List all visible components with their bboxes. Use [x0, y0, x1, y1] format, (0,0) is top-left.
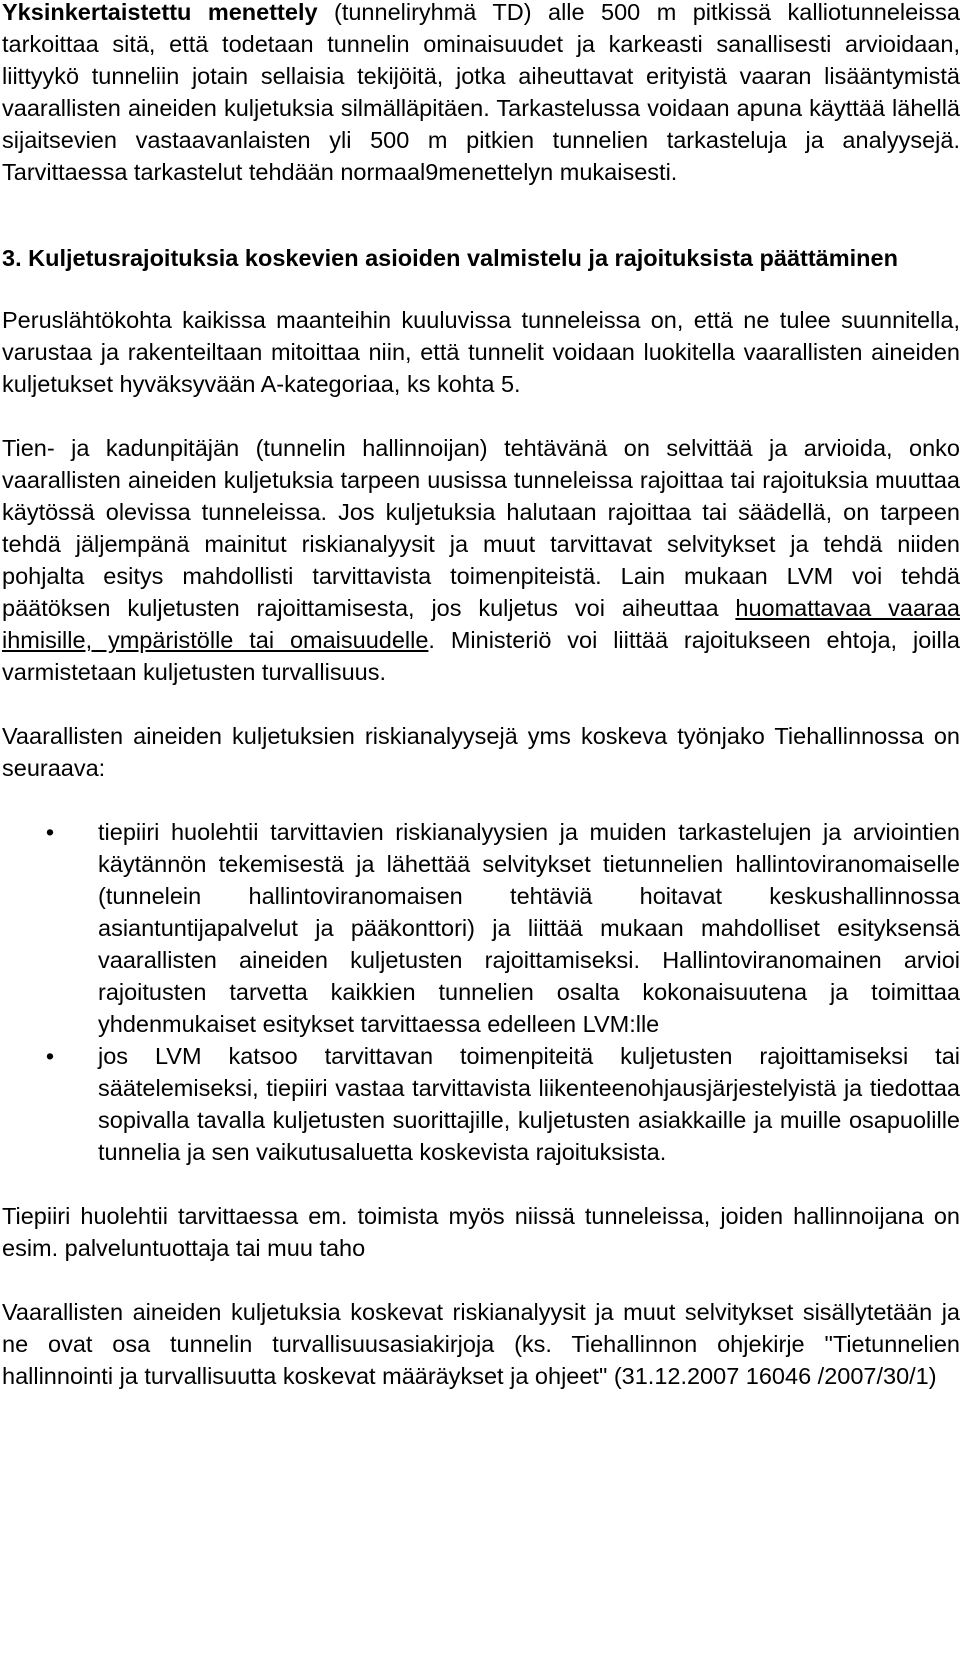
spacer: [2, 1264, 960, 1296]
list-item-text: tiepiiri huolehtii tarvittavien riskianalyysien ja muiden tarkastelujen ja arviointien käytännön tekemisestä ja lähettää selvitykset tietunnelien hallintoviranomaiselle (tunnelein hallintoviranomaisen tehtäviä hoitavat keskushallinnossa asiantuntijapalvelut ja pääkonttori) ja liittää mukaan mahdolliset esityksensä vaarallisten aineiden kuljetusten rajoittamiseksi. Hallintoviranomainen arvioi rajoitusten tarvetta kaikkien tunnelien osalta kokonaisuutena ja toimittaa yhdenmukaiset esitykset tarvittaessa edelleen LVM:lle: [98, 819, 960, 1037]
list-item: [2, 816, 960, 1040]
paragraph-safety-documents: Vaarallisten aineiden kuljetuksia koskevat riskianalyysit ja muut selvitykset sisällytetään ja ne ovat osa tunnelin turvallisuusasiakirjoja (ks. Tiehallinnon ohjekirje "Tietunnelien hallinnointi ja turvallisuutta koskevat määräykset ja ohjeet" (31.12.2007 16046 /2007/30/1): [2, 1299, 960, 1389]
list-item: [2, 1040, 960, 1168]
paragraph-other-tunnels: Tiepiiri huolehtii tarvittaessa em. toimista myös niissä tunneleissa, joiden hallinnoijana on esim. palveluntuottaja tai muu taho: [2, 1203, 960, 1261]
spacer: [2, 274, 960, 304]
section-heading: 3. Kuljetusrajoituksia koskevien asioiden valmistelu ja rajoituksista päättäminen: [2, 245, 898, 271]
underlined-phrase: huomattavaa vaaraa ihmisille, ympäristölle tai omaisuudelle: [2, 595, 960, 653]
intro-lead-term: Yksinkertaistettu menettely: [2, 0, 318, 25]
bullet-icon: •: [45, 819, 55, 845]
paragraph-responsibility-text-a: Tien- ja kadunpitäjän (tunnelin hallinnoijan) tehtävänä on selvittää ja arvioida, onko vaarallisten aineiden kuljetuksia tarpeen uusissa tunneleissa rajoittaa tai rajoituksia muuttaa käytössä olevissa tunneleissa. Jos kuljetuksia halutaan rajoittaa tai säädellä, on tarpeen tehdä jäljempänä mainitut riskianalyysit ja muut tarvittavat selvitykset ja tehdä niiden pohjalta esitys mahdollisti tarvittavista toimenpiteistä. Lain mukaan LVM voi tehdä päätöksen kuljetusten rajoittamisesta, jos kuljetus voi aiheuttaa: [2, 435, 960, 621]
spacer: [2, 1168, 960, 1200]
bullet-icon: •: [45, 1043, 55, 1069]
spacer: [2, 784, 960, 816]
paragraph-principle: Peruslähtökohta kaikissa maanteihin kuuluvissa tunneleissa on, että ne tulee suunnitella, varustaa ja rakenteiltaan mitoittaa niin, että tunnelit voidaan luokitella vaarallisten aineiden kuljetukset hyväksyvään A-kategoriaa, ks kohta 5.: [2, 307, 960, 397]
intro-paragraph: [2, 0, 960, 188]
paragraph-division-of-work: Vaarallisten aineiden kuljetuksien riskianalyysejä yms koskeva työnjako Tiehallinnossa on seuraava:: [2, 723, 960, 781]
list-item-text: jos LVM katsoo tarvittavan toimenpiteitä kuljetusten rajoittamiseksi tai säätelemiseksi, tiepiiri vastaa tarvittavista liikenteenohjausjärjestelyistä ja tiedottaa sopivalla tavalla kuljetusten suorittajille, kuljetusten asiakkaille ja muille osapuolille tunnelia ja sen vaikutusaluetta koskevista rajoituksista.: [98, 1043, 960, 1165]
spacer: [2, 188, 960, 242]
paragraph-responsibility: [2, 432, 960, 688]
paragraph-responsibility-text-b: . Ministeriö voi liittää rajoitukseen ehtoja, joilla varmistetaan kuljetusten turvallisuus.: [2, 627, 960, 685]
spacer: [2, 688, 960, 720]
bullet-list: [2, 816, 960, 1168]
spacer: [2, 400, 960, 432]
intro-text: (tunneliryhmä TD) alle 500 m pitkissä kalliotunneleissa tarkoittaa sitä, että todetaan tunnelin ominaisuudet ja karkeasti sanallisesti arvioidaan, liittyykö tunneliin jotain sellaisia tekijöitä, jotka aiheuttavat erityistä vaaran lisääntymistä vaarallisten aineiden kuljetuksia silmälläpitäen. Tarkastelussa voidaan apuna käyttää lähellä sijaitsevien vastaavanlaisten yli 500 m pitkien tunnelien tarkasteluja ja analyysejä. Tarvittaessa tarkastelut tehdään normaal9menettelyn mukaisesti.: [2, 0, 960, 185]
